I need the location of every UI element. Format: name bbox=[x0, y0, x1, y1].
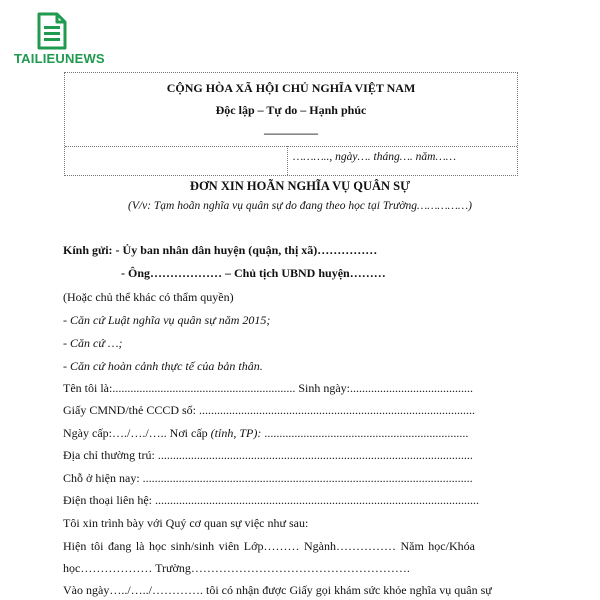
table-divider bbox=[65, 146, 517, 147]
national-motto: Độc lập – Tự do – Hạnh phúc bbox=[215, 103, 367, 117]
header-table bbox=[64, 72, 518, 176]
recipient-line-1 bbox=[63, 243, 377, 258]
brand-logo bbox=[14, 12, 105, 68]
issue-line bbox=[63, 426, 468, 441]
issue-place: (tỉnh, TP): bbox=[210, 426, 262, 440]
name-line: Tên tôi là:............................................................. Sinh ngày:......................................... bbox=[63, 381, 473, 395]
document-title: ĐƠN XIN HOÃN NGHĨA VỤ QUÂN SỰ bbox=[189, 179, 411, 193]
other-authority: (Hoặc chủ thể khác có thẩm quyền) bbox=[63, 290, 234, 304]
brand-name: TAILIEUNEWS bbox=[14, 51, 105, 66]
id-line: Giấy CMND/thẻ CCCD số: ............................................................................................ bbox=[63, 403, 476, 417]
basis-3: - Căn cứ hoàn cảnh thực tế của bản thân. bbox=[63, 359, 263, 373]
date-notice-line: Vào ngày…../…../…………. tôi có nhận được Giấy gọi khám sức khỏe nghĩa vụ quân sự bbox=[63, 583, 492, 597]
table-column-divider bbox=[287, 146, 288, 175]
recipient-label: Kính gửi: bbox=[63, 243, 113, 257]
basis-1: - Căn cứ Luật nghĩa vụ quân sự năm 2015; bbox=[63, 313, 271, 327]
issue-dots: .................................................................... bbox=[261, 426, 469, 440]
current-residence-line: Chỗ ở hiện nay: .............................................................................................................. bbox=[63, 471, 473, 485]
motto-rule: _________ bbox=[264, 122, 318, 136]
recipient-1: - Ủy ban nhân dân huyện (quận, thị xã)…………… bbox=[115, 243, 378, 257]
study-line-1: Hiện tôi đang là học sinh/sinh viên Lớp……… Ngành…………… Năm học/Khóa bbox=[63, 539, 475, 553]
date-line: ……….., ngày…. tháng…. năm…… bbox=[293, 151, 456, 163]
study-line-2: học……………… Trường………………………………………………. bbox=[63, 561, 410, 575]
recipient-2: - Ông……………… – Chủ tịch UBND huyện……… bbox=[121, 266, 386, 280]
address-line: Địa chỉ thường trú: ......................................................................................................... bbox=[63, 448, 473, 462]
document-icon bbox=[35, 12, 69, 50]
basis-2: - Căn cứ …; bbox=[63, 336, 123, 350]
issue-prefix: Ngày cấp:…./…./….. Nơi cấp bbox=[63, 426, 211, 440]
present-line: Tôi xin trình bày với Quý cơ quan sự việc như sau: bbox=[63, 516, 309, 530]
document-subject: (V/v: Tạm hoãn nghĩa vụ quân sự do đang theo học tại Trường……………) bbox=[128, 200, 472, 212]
phone-line: Điện thoại liên hệ: ............................................................................................................ bbox=[63, 493, 479, 507]
nation-name: CỘNG HÒA XÃ HỘI CHỦ NGHĨA VIỆT NAM bbox=[166, 81, 416, 95]
